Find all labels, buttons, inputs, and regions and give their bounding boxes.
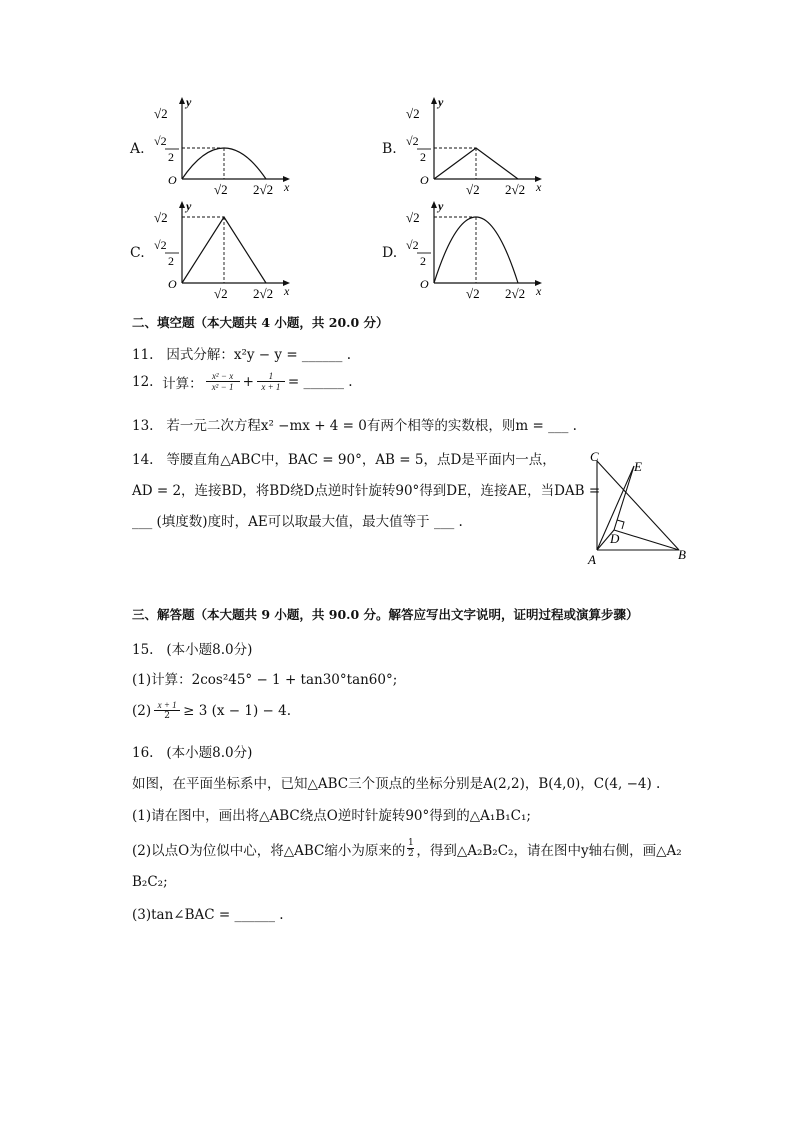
origin-label: O [420, 173, 429, 187]
question-16-fraction [407, 838, 414, 859]
y-tick-top: √2 [406, 210, 420, 225]
point-label-c: C [590, 449, 599, 464]
x-tick-2: 2√2 [505, 286, 526, 301]
question-16-intro: 如图，在平面坐标系中，已知△ABC三个顶点的坐标分别是A(2,2)，B(4,0)，C(4, −4) . [132, 776, 661, 792]
question-15-fraction [154, 700, 180, 721]
x-axis-label: x [536, 284, 542, 298]
x-tick-1: √2 [214, 182, 228, 197]
question-16-part-2-a: (2)以点O为位似中心，将△ABC缩小为原来的 [132, 842, 406, 859]
origin-label: O [168, 277, 177, 291]
y-axis-label: y [186, 95, 192, 109]
y-tick-top: √2 [154, 106, 168, 121]
x-tick-2: 2√2 [253, 182, 274, 197]
option-c-graph [150, 197, 300, 301]
question-16-part-2-b: ，得到△A₂B₂C₂，请在图中y轴右侧，画△A₂ [416, 842, 682, 859]
question-16-fraction-denominator: 2 [407, 849, 414, 859]
y-tick-mid-denominator: 2 [420, 150, 426, 164]
y-tick-mid-numerator: √2 [154, 238, 167, 252]
question-16-part-1: (1)请在图中，画出将△ABC绕点O逆时针旋转90°得到的△A₁B₁C₁; [132, 808, 531, 824]
question-14-figure [584, 446, 694, 570]
x-tick-1: √2 [214, 286, 228, 301]
point-label-d: D [610, 531, 620, 546]
section-3-title: 三、解答题（本大题共 9 小题，共 90.0 分。解答应写出文字说明，证明过程或演算步骤） [132, 607, 639, 622]
question-13-text: 若一元二次方程x² −mx + 4 = 0有两个相等的实数根，则m = ___ . [166, 418, 577, 434]
x-tick-1: √2 [466, 182, 480, 197]
y-axis-arrow [431, 201, 437, 208]
y-axis-arrow [179, 97, 185, 104]
x-axis-label: x [284, 180, 290, 194]
x-tick-2: 2√2 [505, 182, 526, 197]
option-b-label: B. [382, 141, 397, 157]
point-label-b: B [678, 547, 686, 562]
point-label-e: E [634, 459, 642, 474]
y-axis-arrow [431, 97, 437, 104]
fraction-2-denominator: x + 1 [261, 382, 281, 392]
y-tick-top: √2 [154, 210, 168, 225]
question-15-part-2 [132, 700, 291, 721]
question-16-part-2-continued: B₂C₂; [132, 874, 168, 890]
question-16-points: (本小题8.0分) [166, 745, 253, 761]
y-tick-mid-denominator: 2 [168, 150, 174, 164]
question-16-header [132, 741, 252, 761]
question-15-fraction-denominator: 2 [164, 711, 170, 721]
fraction-1-numerator: x² − x [211, 371, 234, 381]
point-label-a: A [588, 552, 596, 567]
fraction-2-numerator: 1 [268, 371, 274, 381]
x-tick-1: √2 [466, 286, 480, 301]
question-11 [132, 343, 351, 363]
origin-label: O [168, 173, 177, 187]
option-b-graph [402, 93, 552, 197]
question-12-fraction-2 [257, 371, 285, 392]
question-14-line-3: ___ (填度数)度时，AE可以取最大值，最大值等于 ___ . [132, 514, 463, 530]
question-12 [132, 371, 353, 392]
option-a-label: A. [130, 141, 145, 157]
question-15-part-1: (1)计算：2cos²45° − 1 + tan30°tan60°; [132, 672, 398, 688]
fraction-1-denominator: x² − 1 [211, 382, 234, 392]
question-14-line-1 [132, 448, 556, 468]
option-d-graph [402, 197, 552, 301]
y-axis-arrow [179, 201, 185, 208]
question-12-number: 12. [132, 373, 154, 390]
x-axis-label: x [284, 284, 290, 298]
x-axis-label: x [536, 180, 542, 194]
question-16-number: 16. [132, 745, 154, 761]
y-tick-mid-denominator: 2 [168, 254, 174, 268]
question-12-fraction-1 [206, 371, 240, 392]
right-angle-mark [617, 520, 624, 529]
y-tick-mid-numerator: √2 [154, 134, 167, 148]
option-c-label: C. [130, 245, 145, 261]
option-a-graph [150, 93, 300, 197]
question-16-fraction-numerator: 1 [407, 838, 414, 848]
question-16-part-3: (3)tan∠BAC = ______ . [132, 907, 284, 923]
y-tick-mid-numerator: √2 [406, 238, 419, 252]
question-12-suffix: = ______ . [287, 373, 353, 390]
y-axis-label: y [186, 199, 192, 213]
y-tick-mid-denominator: 2 [420, 254, 426, 268]
section-2-title: 二、填空题（本大题共 4 小题，共 20.0 分） [132, 315, 389, 330]
x-tick-2: 2√2 [253, 286, 274, 301]
question-15-part-2-prefix: (2) [132, 702, 152, 719]
question-15-points: (本小题8.0分) [166, 642, 253, 658]
question-12-prefix: 计算： [162, 375, 203, 392]
y-axis-label: y [438, 95, 444, 109]
question-16-part-2 [132, 838, 682, 859]
question-13-number: 13. [132, 418, 154, 434]
origin-label: O [420, 277, 429, 291]
question-14-text-1: 等腰直角△ABC中，BAC = 90°，AB = 5，点D是平面内一点， [166, 452, 556, 468]
y-tick-mid-numerator: √2 [406, 134, 419, 148]
question-11-text: 因式分解：x²y − y = ______ . [166, 347, 352, 363]
question-13 [132, 414, 577, 434]
y-tick-top: √2 [406, 106, 420, 121]
question-14-number: 14. [132, 452, 154, 468]
question-15-part-2-rest: ≥ 3 (x − 1) − 4. [183, 702, 292, 719]
y-axis-label: y [438, 199, 444, 213]
question-15-number: 15. [132, 642, 154, 658]
option-d-label: D. [382, 245, 398, 261]
question-12-plus: + [242, 373, 254, 390]
question-11-number: 11. [132, 347, 154, 363]
question-15-fraction-numerator: x + 1 [157, 700, 177, 710]
question-14-line-2: AD = 2，连接BD，将BD绕D点逆时针旋转90°得到DE，连接AE，当DAB = [132, 483, 601, 499]
question-15-header [132, 638, 252, 658]
